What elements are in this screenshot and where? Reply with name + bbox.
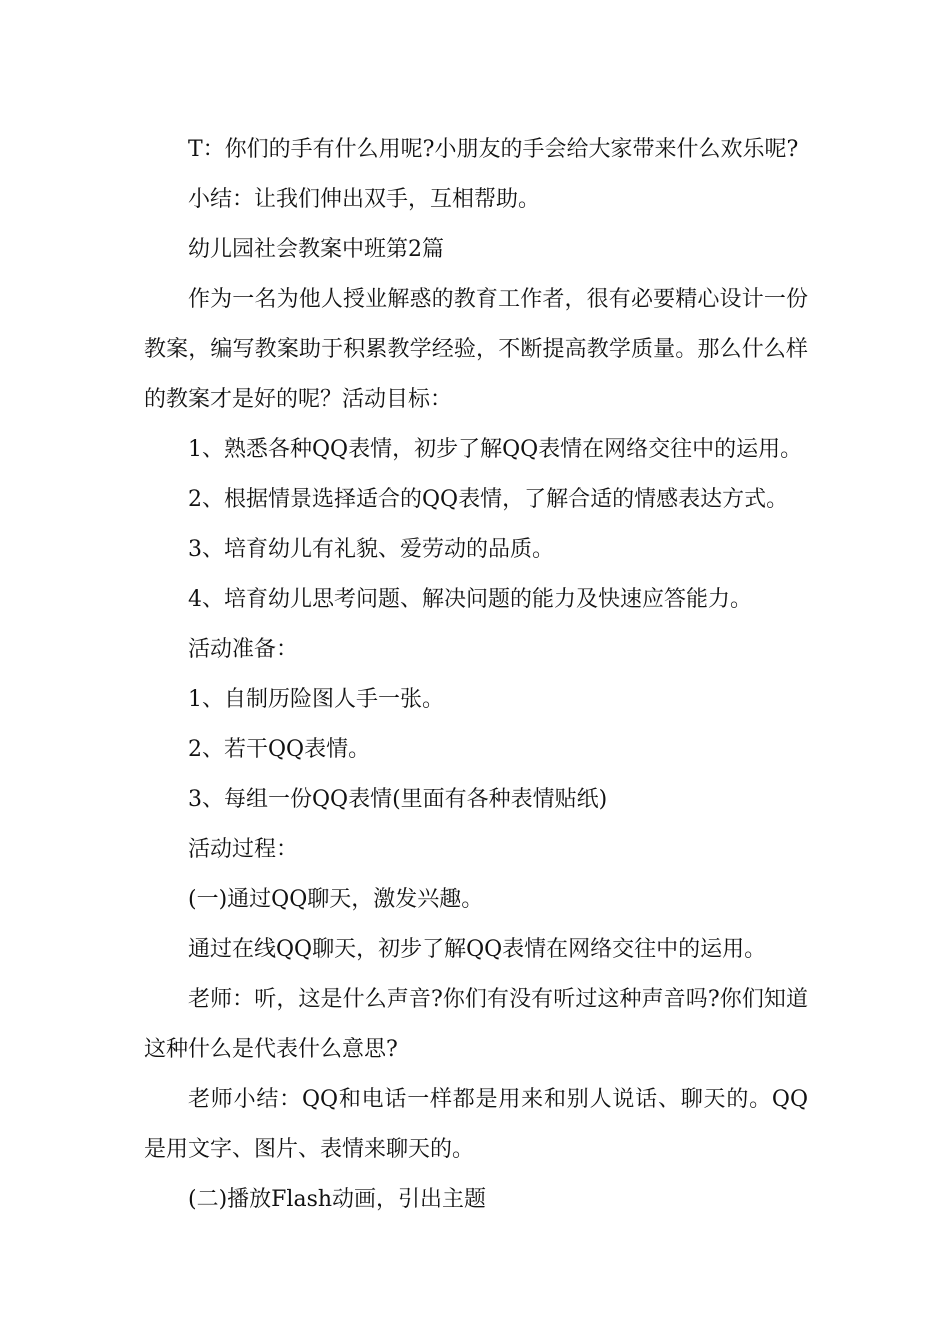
list-item: 3、培育幼儿有礼貌、爱劳动的品质。 (188, 537, 554, 562)
paragraph: T：你们的手有什么用呢?小朋友的手会给大家带来什么欢乐呢? (188, 137, 799, 162)
list-item: 3、每组一份QQ表情(里面有各种表情贴纸) (188, 787, 608, 812)
section-heading: 幼儿园社会教案中班第2篇 (188, 237, 444, 262)
section-heading: 活动过程： (188, 837, 299, 862)
paragraph: 作为一名为他人授业解惑的教育工作者，很有必要精心设计一份教案，编写教案助于积累教学经验，不断提高教学质量。那么什么样的教案才是好的呢？活动目标： (144, 287, 808, 412)
list-item: 1、自制历险图人手一张。 (188, 687, 444, 712)
paragraph: 老师：听，这是什么声音?你们有没有听过这种声音吗?你们知道这种什么是代表什么意思? (144, 987, 808, 1062)
document-body (144, 125, 808, 1225)
paragraph: 老师小结：QQ和电话一样都是用来和别人说话、聊天的。QQ是用文字、图片、表情来聊天的。 (144, 1087, 808, 1162)
paragraph: 小结：让我们伸出双手，互相帮助。 (188, 187, 541, 212)
paragraph: 通过在线QQ聊天，初步了解QQ表情在网络交往中的运用。 (188, 937, 767, 962)
paragraph: (一)通过QQ聊天，激发兴趣。 (188, 887, 484, 912)
list-item: 2、根据情景选择适合的QQ表情，了解合适的情感表达方式。 (188, 487, 789, 512)
list-item: 4、培育幼儿思考问题、解决问题的能力及快速应答能力。 (188, 587, 752, 612)
section-heading: 活动准备： (188, 637, 299, 662)
list-item: 1、熟悉各种QQ表情，初步了解QQ表情在网络交往中的运用。 (188, 437, 803, 462)
paragraph: (二)播放Flash动画，引出主题 (188, 1187, 487, 1212)
list-item: 2、若干QQ表情。 (188, 737, 371, 762)
